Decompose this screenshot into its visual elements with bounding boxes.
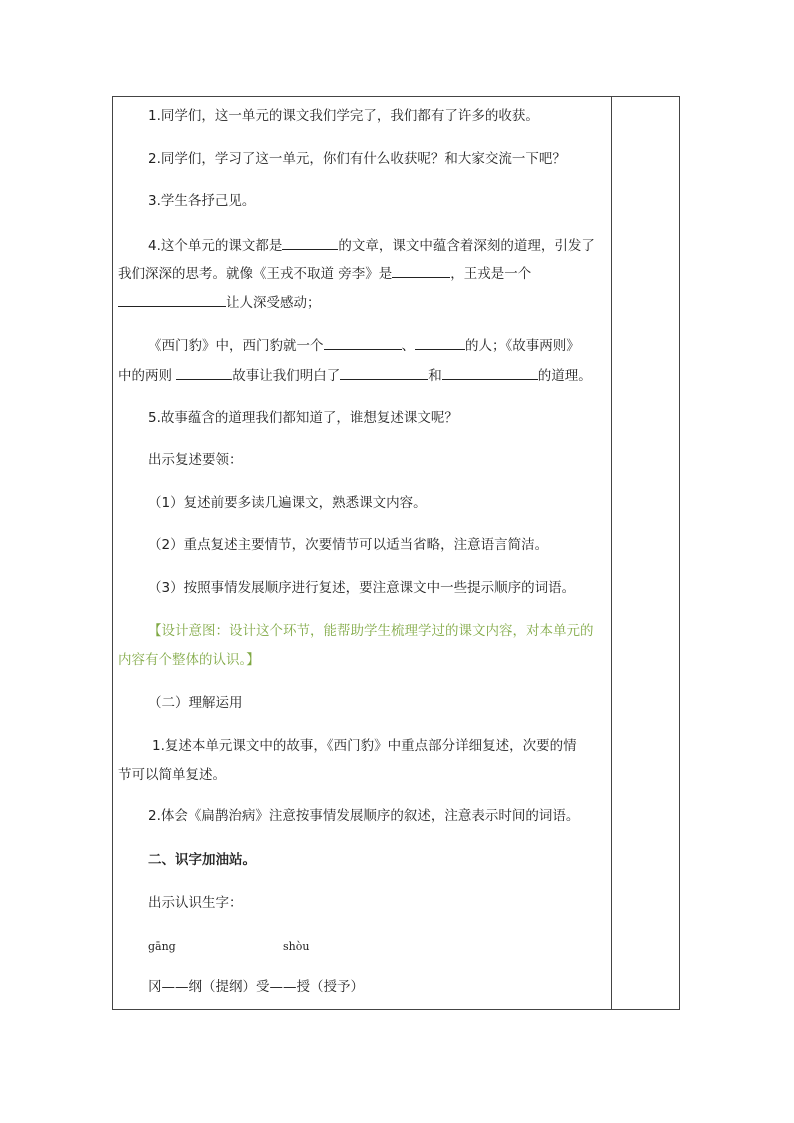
text-line-11: （1）复述前要多读几遍课文，熟悉课文内容。 bbox=[148, 495, 427, 511]
fill-blank bbox=[324, 335, 402, 350]
text-fragment: 和 bbox=[428, 368, 442, 384]
text-line-13: （3）按照事情发展顺序进行复述，要注意课文中一些提示顺序的词语。 bbox=[148, 580, 576, 596]
character-pairs: 冈——纲（提纲）受——授（授予） bbox=[148, 979, 364, 995]
text-fragment: ，王戎是一个 bbox=[450, 266, 532, 282]
text-fragment: 故事让我们明白了 bbox=[232, 368, 341, 384]
text-line-6 bbox=[118, 292, 321, 312]
column-divider bbox=[611, 96, 612, 1010]
text-fragment: 让人深受感动； bbox=[226, 295, 321, 311]
text-line-19: 2.体会《扁鹊治病》注意按事情发展顺序的叙述，注意表示时间的词语。 bbox=[148, 808, 580, 824]
pinyin-gang: gāng bbox=[148, 940, 176, 953]
text-line-18: 节可以简单复述。 bbox=[118, 767, 226, 783]
text-line-8 bbox=[118, 365, 592, 385]
pinyin-shou: shòu bbox=[283, 940, 310, 953]
fill-blank bbox=[118, 292, 226, 307]
text-line-17: 1.复述本单元课文中的故事，《西门豹》中重点部分详细复述，次要的情 bbox=[152, 738, 577, 754]
section-subtitle: （二）理解运用 bbox=[148, 695, 243, 711]
text-line-21: 出示认识生字： bbox=[148, 895, 243, 911]
fill-blank bbox=[415, 335, 465, 350]
text-fragment: 《西门豹》中，西门豹就一个 bbox=[148, 338, 324, 354]
fill-blank bbox=[176, 365, 232, 380]
text-fragment: 中的两则 bbox=[118, 368, 172, 384]
text-line-1: 1.同学们，这一单元的课文我们学完了，我们都有了许多的收获。 bbox=[148, 108, 539, 124]
text-fragment: 我们深深的思考。就像《王戎不取道 旁李》是 bbox=[118, 266, 393, 282]
text-fragment: 4.这个单元的课文都是 bbox=[148, 238, 283, 254]
text-line-12: （2）重点复述主要情节，次要情节可以适当省略，注意语言简洁。 bbox=[148, 537, 549, 553]
text-line-3: 3.学生各抒己见。 bbox=[148, 193, 256, 209]
text-line-5 bbox=[118, 263, 531, 283]
text-line-7 bbox=[148, 335, 580, 355]
fill-blank bbox=[392, 263, 450, 278]
design-note-line-1: 【设计意图：设计这个环节，能帮助学生梳理学过的课文内容，对本单元的 bbox=[148, 623, 594, 639]
design-note-line-2: 内容有个整体的认识。】 bbox=[118, 652, 260, 668]
text-line-4 bbox=[148, 235, 595, 255]
fill-blank bbox=[340, 365, 428, 380]
text-line-2: 2.同学们，学习了这一单元，你们有什么收获呢？和大家交流一下吧？ bbox=[148, 151, 566, 167]
text-line-9: 5.故事蕴含的道理我们都知道了，谁想复述课文呢？ bbox=[148, 410, 458, 426]
text-fragment: 的人；《故事两则》 bbox=[465, 338, 580, 354]
text-line-10: 出示复述要领： bbox=[148, 452, 243, 468]
section-heading: 二、识字加油站。 bbox=[148, 852, 256, 868]
text-fragment: 、 bbox=[401, 338, 415, 354]
text-fragment: 的道理。 bbox=[537, 368, 592, 384]
fill-blank bbox=[282, 235, 338, 250]
text-fragment: 的文章，课文中蕴含着深刻的道理，引发了 bbox=[338, 238, 595, 254]
fill-blank bbox=[442, 365, 538, 380]
